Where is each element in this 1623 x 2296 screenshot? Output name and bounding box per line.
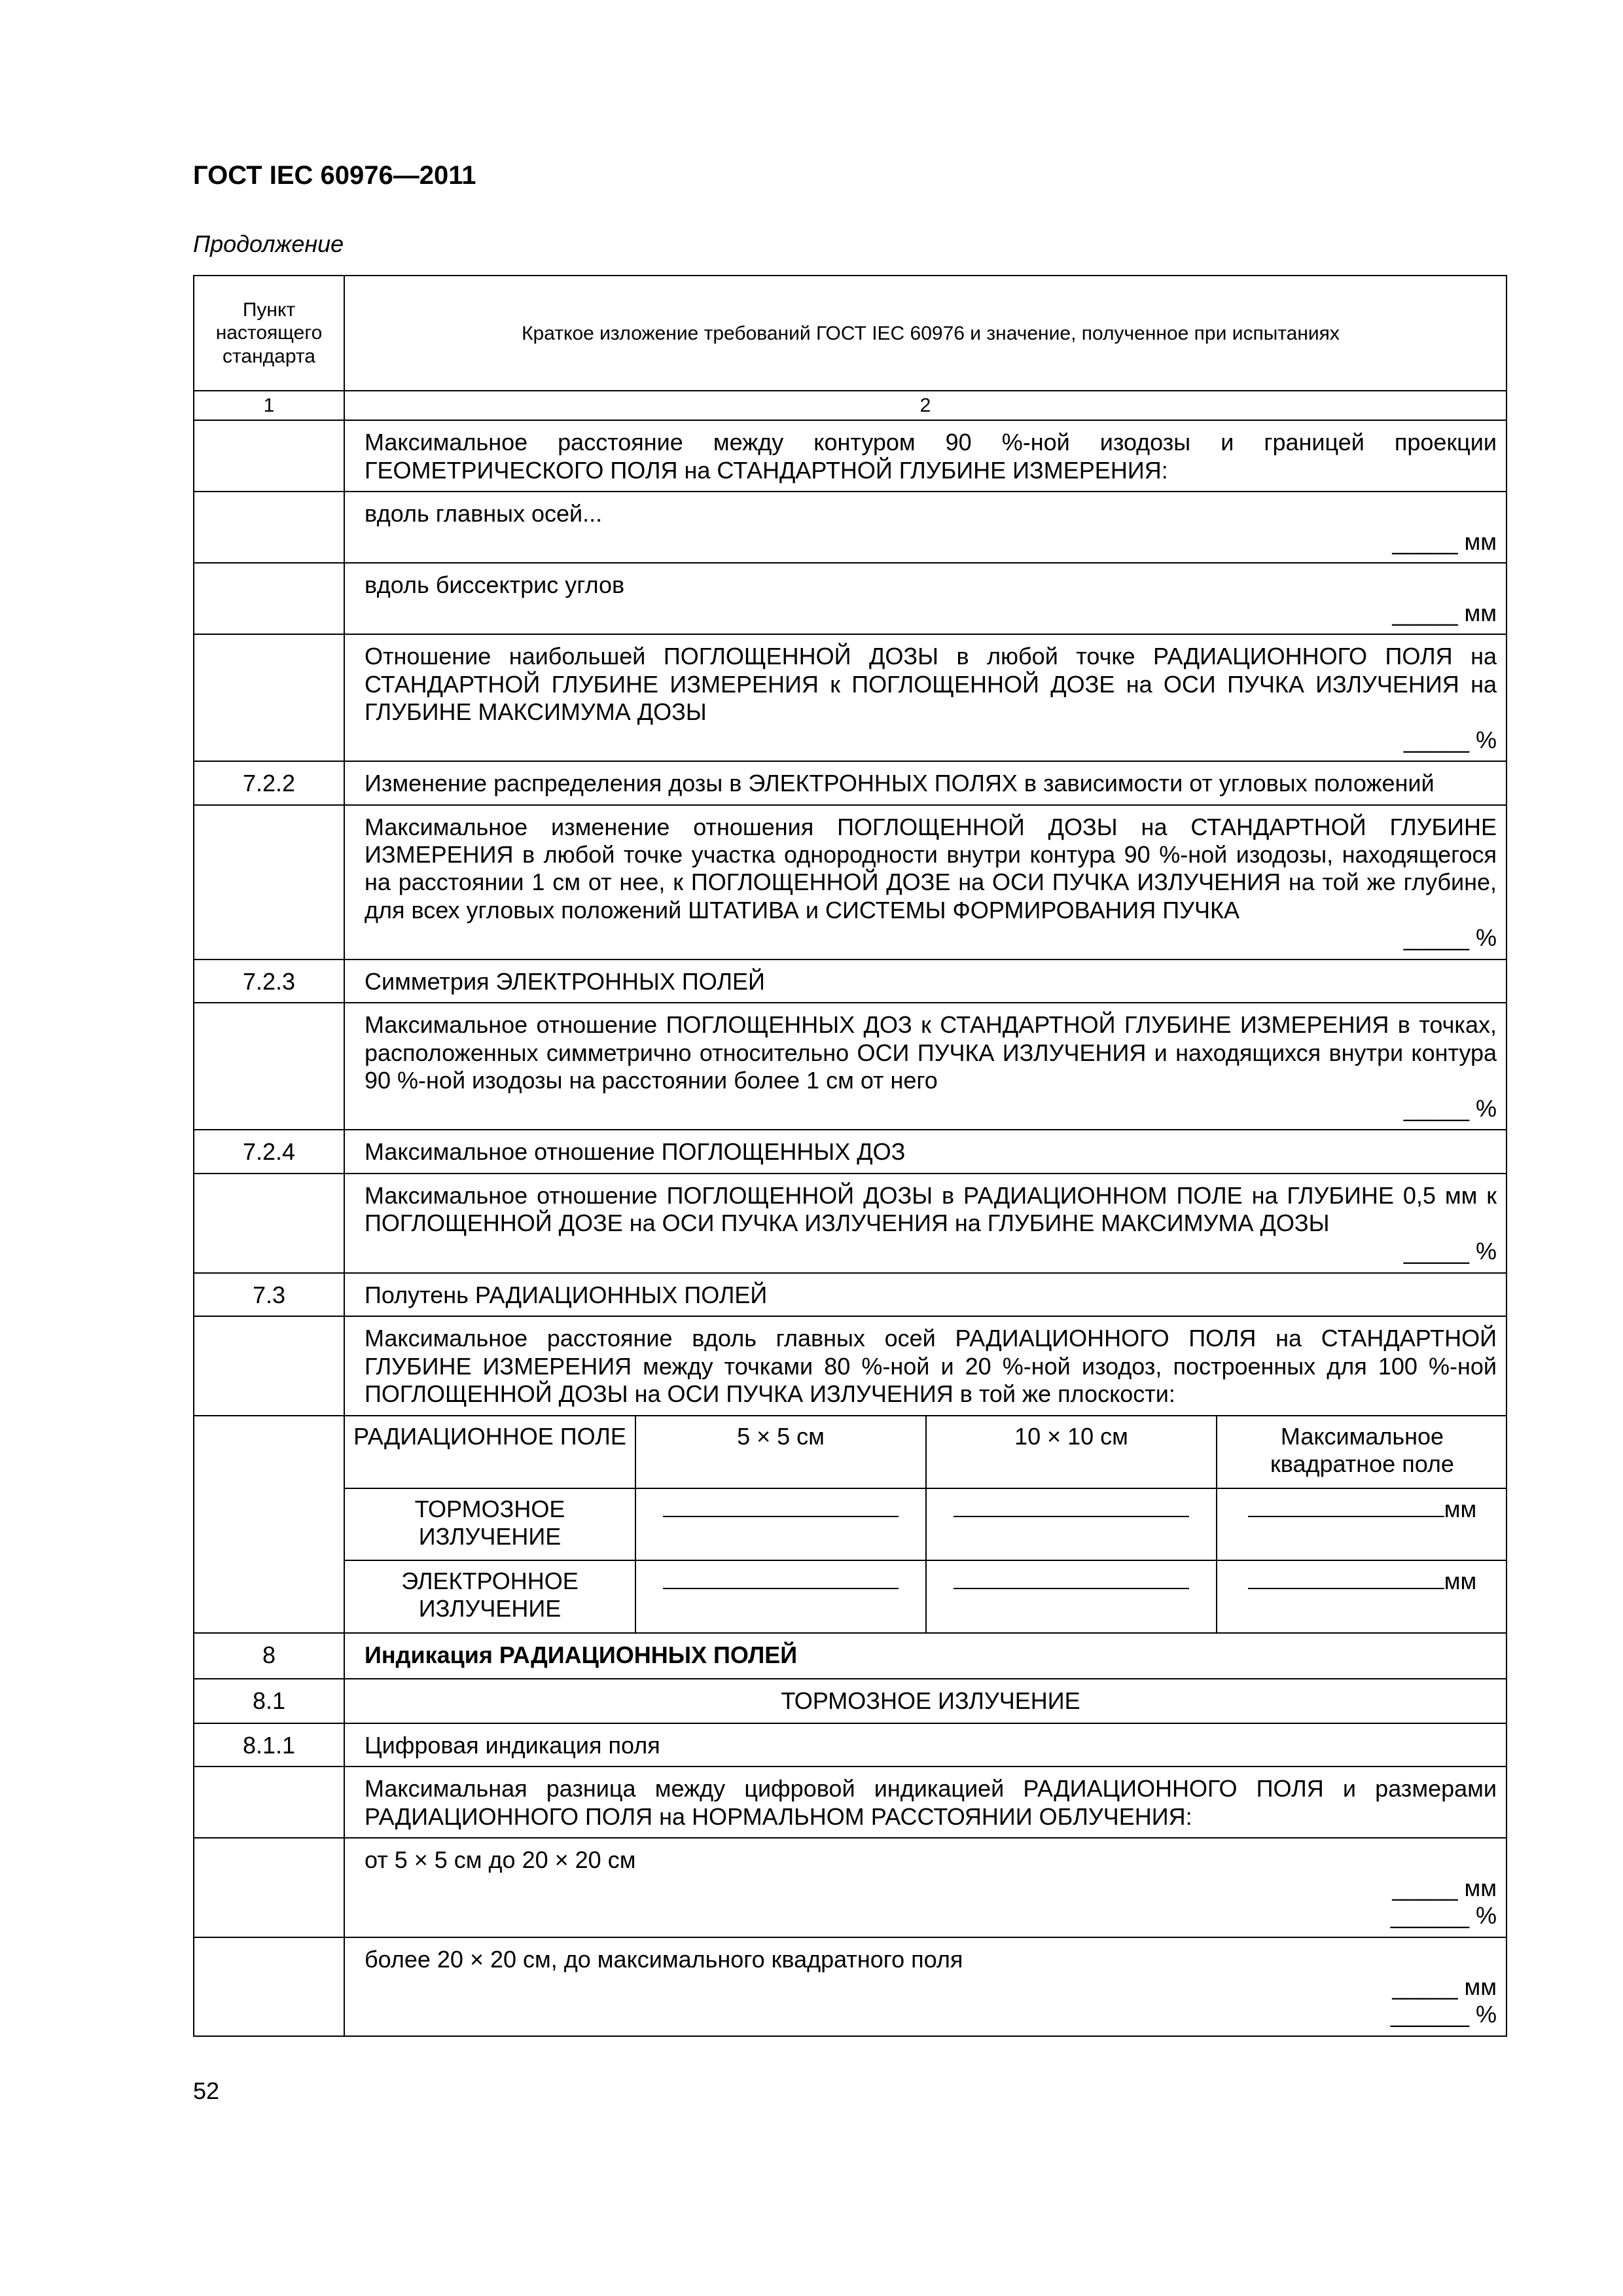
section-heading: Индикация РАДИАЦИОННЫХ ПОЛЕЙ (344, 1633, 1507, 1679)
table-row (194, 1003, 1507, 1130)
clause-number (194, 1174, 344, 1273)
requirement-text: Максимальное изменение отношения ПОГЛОЩЕННОЙ ДОЗЫ на СТАНДАРТНОЙ ГЛУБИНЕ ИЗМЕРЕНИЯ в любой точке участка однородности внутри контура 90 %-ной изодозы, находящегося на расстоянии 1 см от нее, к ПОГЛОЩЕННОЙ ДОЗЕ на ОСИ ПУЧКА ИЗЛУЧЕНИЯ на той же глубине, для всех угловых положений ШТАТИВА и СИСТЕМЫ ФОРМИРОВАНИЯ ПУЧКА (365, 813, 1497, 924)
table-row (194, 1273, 1507, 1316)
unit-label: мм (1444, 1567, 1477, 1594)
clause-number (194, 492, 344, 563)
requirement-cell (344, 805, 1507, 960)
clause-number (194, 1416, 344, 1633)
table-row (194, 761, 1507, 804)
penumbra-table (345, 1416, 1507, 1632)
table-row (194, 1767, 1507, 1838)
requirement-cell (344, 1838, 1507, 1937)
requirements-table (193, 275, 1507, 2037)
value-blank: ______ % (1390, 1902, 1497, 1929)
table-row (194, 1679, 1507, 1723)
penumbra-cell (344, 1416, 1507, 1633)
value-blank: _____ % (1403, 1094, 1497, 1122)
requirement-text: Максимальная разница между цифровой индикацией РАДИАЦИОННОГО ПОЛЯ и размерами РАДИАЦИОННОГО ПОЛЯ на НОРМАЛЬНОМ РАССТОЯНИИ ОБЛУЧЕНИЯ: (344, 1767, 1507, 1838)
clause-number: 7.2.4 (194, 1130, 344, 1173)
value-blank (1217, 1488, 1507, 1560)
page-number: 52 (193, 2077, 220, 2104)
clause-number (194, 1838, 344, 1937)
continuation-label: Продолжение (193, 230, 344, 257)
penumbra-header: РАДИАЦИОННОЕ ПОЛЕ (345, 1416, 635, 1488)
table-row (194, 805, 1507, 960)
table-row (194, 1723, 1507, 1767)
requirement-text: более 20 × 20 см, до максимального квадратного поля (365, 1945, 963, 1973)
table-index-row (194, 391, 1507, 420)
value-blank (635, 1488, 926, 1560)
requirement-cell (344, 1003, 1507, 1130)
value-blank: _____ мм (1392, 1874, 1497, 1901)
requirement-cell (344, 634, 1507, 761)
value-blank: _____ % (1403, 924, 1497, 952)
requirement-text: Максимальное расстояние вдоль главных осей РАДИАЦИОННОГО ПОЛЯ на СТАНДАРТНОЙ ГЛУБИНЕ ИЗМЕРЕНИЯ между точками 80 %-ной и 20 %-ной изодоз, построенных для 100 %-ной ПОГЛОЩЕННОЙ ДОЗЫ на ОСИ ПУЧКА ИЗЛУЧЕНИЯ в той же плоскости: (344, 1316, 1507, 1415)
radiation-type-label: ТОРМОЗНОЕ ИЗЛУЧЕНИЕ (345, 1488, 635, 1560)
penumbra-header: 5 × 5 см (635, 1416, 926, 1488)
clause-number (194, 420, 344, 492)
clause-number: 8.1.1 (194, 1723, 344, 1767)
clause-number (194, 1937, 344, 2036)
value-blank: _____ мм (1392, 599, 1497, 626)
clause-number (194, 1003, 344, 1130)
col1-index: 1 (194, 391, 344, 420)
clause-number (194, 1767, 344, 1838)
clause-number: 7.2.2 (194, 761, 344, 804)
clause-number: 7.3 (194, 1273, 344, 1316)
value-blank: _____ % (1403, 726, 1497, 753)
clause-number: 7.2.3 (194, 960, 344, 1003)
value-blank: _____ % (1403, 1237, 1497, 1265)
clause-number: 8 (194, 1633, 344, 1679)
value-blank (635, 1560, 926, 1632)
clause-number (194, 1316, 344, 1415)
subsection-heading: ТОРМОЗНОЕ ИЗЛУЧЕНИЕ (344, 1679, 1507, 1723)
clause-number (194, 563, 344, 634)
table-row (194, 420, 1507, 492)
clause-number (194, 805, 344, 960)
table-row (194, 1633, 1507, 1679)
value-blank: ______ % (1390, 2001, 1497, 2028)
requirement-text: Максимальное отношение ПОГЛОЩЕННОЙ ДОЗЫ в РАДИАЦИОННОМ ПОЛЕ на ГЛУБИНЕ 0,5 мм к ПОГЛОЩЕННОЙ ДОЗЕ на ОСИ ПУЧКА ИЗЛУЧЕНИЯ на ГЛУБИНЕ МАКСИМУМА ДОЗЫ (365, 1181, 1497, 1237)
penumbra-table-row (194, 1416, 1507, 1633)
penumbra-data-row (345, 1560, 1507, 1632)
table-row (194, 1174, 1507, 1273)
value-blank: _____ мм (1392, 528, 1497, 555)
penumbra-data-row (345, 1488, 1507, 1560)
requirement-text: Цифровая индикация поля (344, 1723, 1507, 1767)
table-row (194, 1130, 1507, 1173)
value-blank (1217, 1560, 1507, 1632)
requirement-text: вдоль биссектрис углов (365, 571, 625, 599)
requirement-text: Полутень РАДИАЦИОННЫХ ПОЛЕЙ (344, 1273, 1507, 1316)
document-code: ГОСТ IEC 60976—2011 (193, 161, 476, 190)
penumbra-header-row (345, 1416, 1507, 1488)
penumbra-header: 10 × 10 см (926, 1416, 1217, 1488)
table-row (194, 634, 1507, 761)
col2-header: Краткое изложение требований ГОСТ IEC 60976 и значение, полученное при испытаниях (344, 276, 1507, 391)
table-row (194, 492, 1507, 563)
requirement-text: вдоль главных осей... (365, 500, 603, 528)
col2-index: 2 (344, 391, 1507, 420)
table-header-row (194, 276, 1507, 391)
table-row (194, 1937, 1507, 2036)
radiation-type-label: ЭЛЕКТРОННОЕ ИЗЛУЧЕНИЕ (345, 1560, 635, 1632)
clause-number (194, 634, 344, 761)
requirement-text: Симметрия ЭЛЕКТРОННЫХ ПОЛЕЙ (344, 960, 1507, 1003)
requirement-cell (344, 563, 1507, 634)
table-row (194, 960, 1507, 1003)
col1-header: Пункт настоящего стандарта (194, 276, 344, 391)
requirement-text: Максимальное отношение ПОГЛОЩЕННЫХ ДОЗ (344, 1130, 1507, 1173)
value-blank: _____ мм (1392, 1973, 1497, 2000)
requirement-cell (344, 492, 1507, 563)
requirement-text: от 5 × 5 см до 20 × 20 см (365, 1846, 636, 1874)
requirement-cell (344, 1937, 1507, 2036)
requirement-text: Отношение наибольшей ПОГЛОЩЕННОЙ ДОЗЫ в любой точке РАДИАЦИОННОГО ПОЛЯ на СТАНДАРТНОЙ ГЛУБИНЕ ИЗМЕРЕНИЯ к ПОГЛОЩЕННОЙ ДОЗЕ на ОСИ ПУЧКА ИЗЛУЧЕНИЯ на ГЛУБИНЕ МАКСИМУМА ДОЗЫ (365, 643, 1497, 726)
requirement-cell (344, 1174, 1507, 1273)
value-blank (926, 1560, 1217, 1632)
clause-number: 8.1 (194, 1679, 344, 1723)
table-row (194, 563, 1507, 634)
requirement-text: Максимальное отношение ПОГЛОЩЕННЫХ ДОЗ к СТАНДАРТНОЙ ГЛУБИНЕ ИЗМЕРЕНИЯ в точках, расположенных симметрично относительно ОСИ ПУЧКА ИЗЛУЧЕНИЯ и находящихся внутри контура 90 %-ной изодозы на расстоянии более 1 см от него (365, 1011, 1497, 1094)
requirement-text: Изменение распределения дозы в ЭЛЕКТРОННЫХ ПОЛЯХ в зависимости от угловых положений (344, 761, 1507, 804)
requirement-text: Максимальное расстояние между контуром 90 %-ной изодозы и границей проекции ГЕОМЕТРИЧЕСКОГО ПОЛЯ на СТАНДАРТНОЙ ГЛУБИНЕ ИЗМЕРЕНИЯ: (344, 420, 1507, 492)
table-row (194, 1316, 1507, 1415)
penumbra-header: Максимальное квадратное поле (1217, 1416, 1507, 1488)
unit-label: мм (1444, 1495, 1477, 1522)
value-blank (926, 1488, 1217, 1560)
table-row (194, 1838, 1507, 1937)
